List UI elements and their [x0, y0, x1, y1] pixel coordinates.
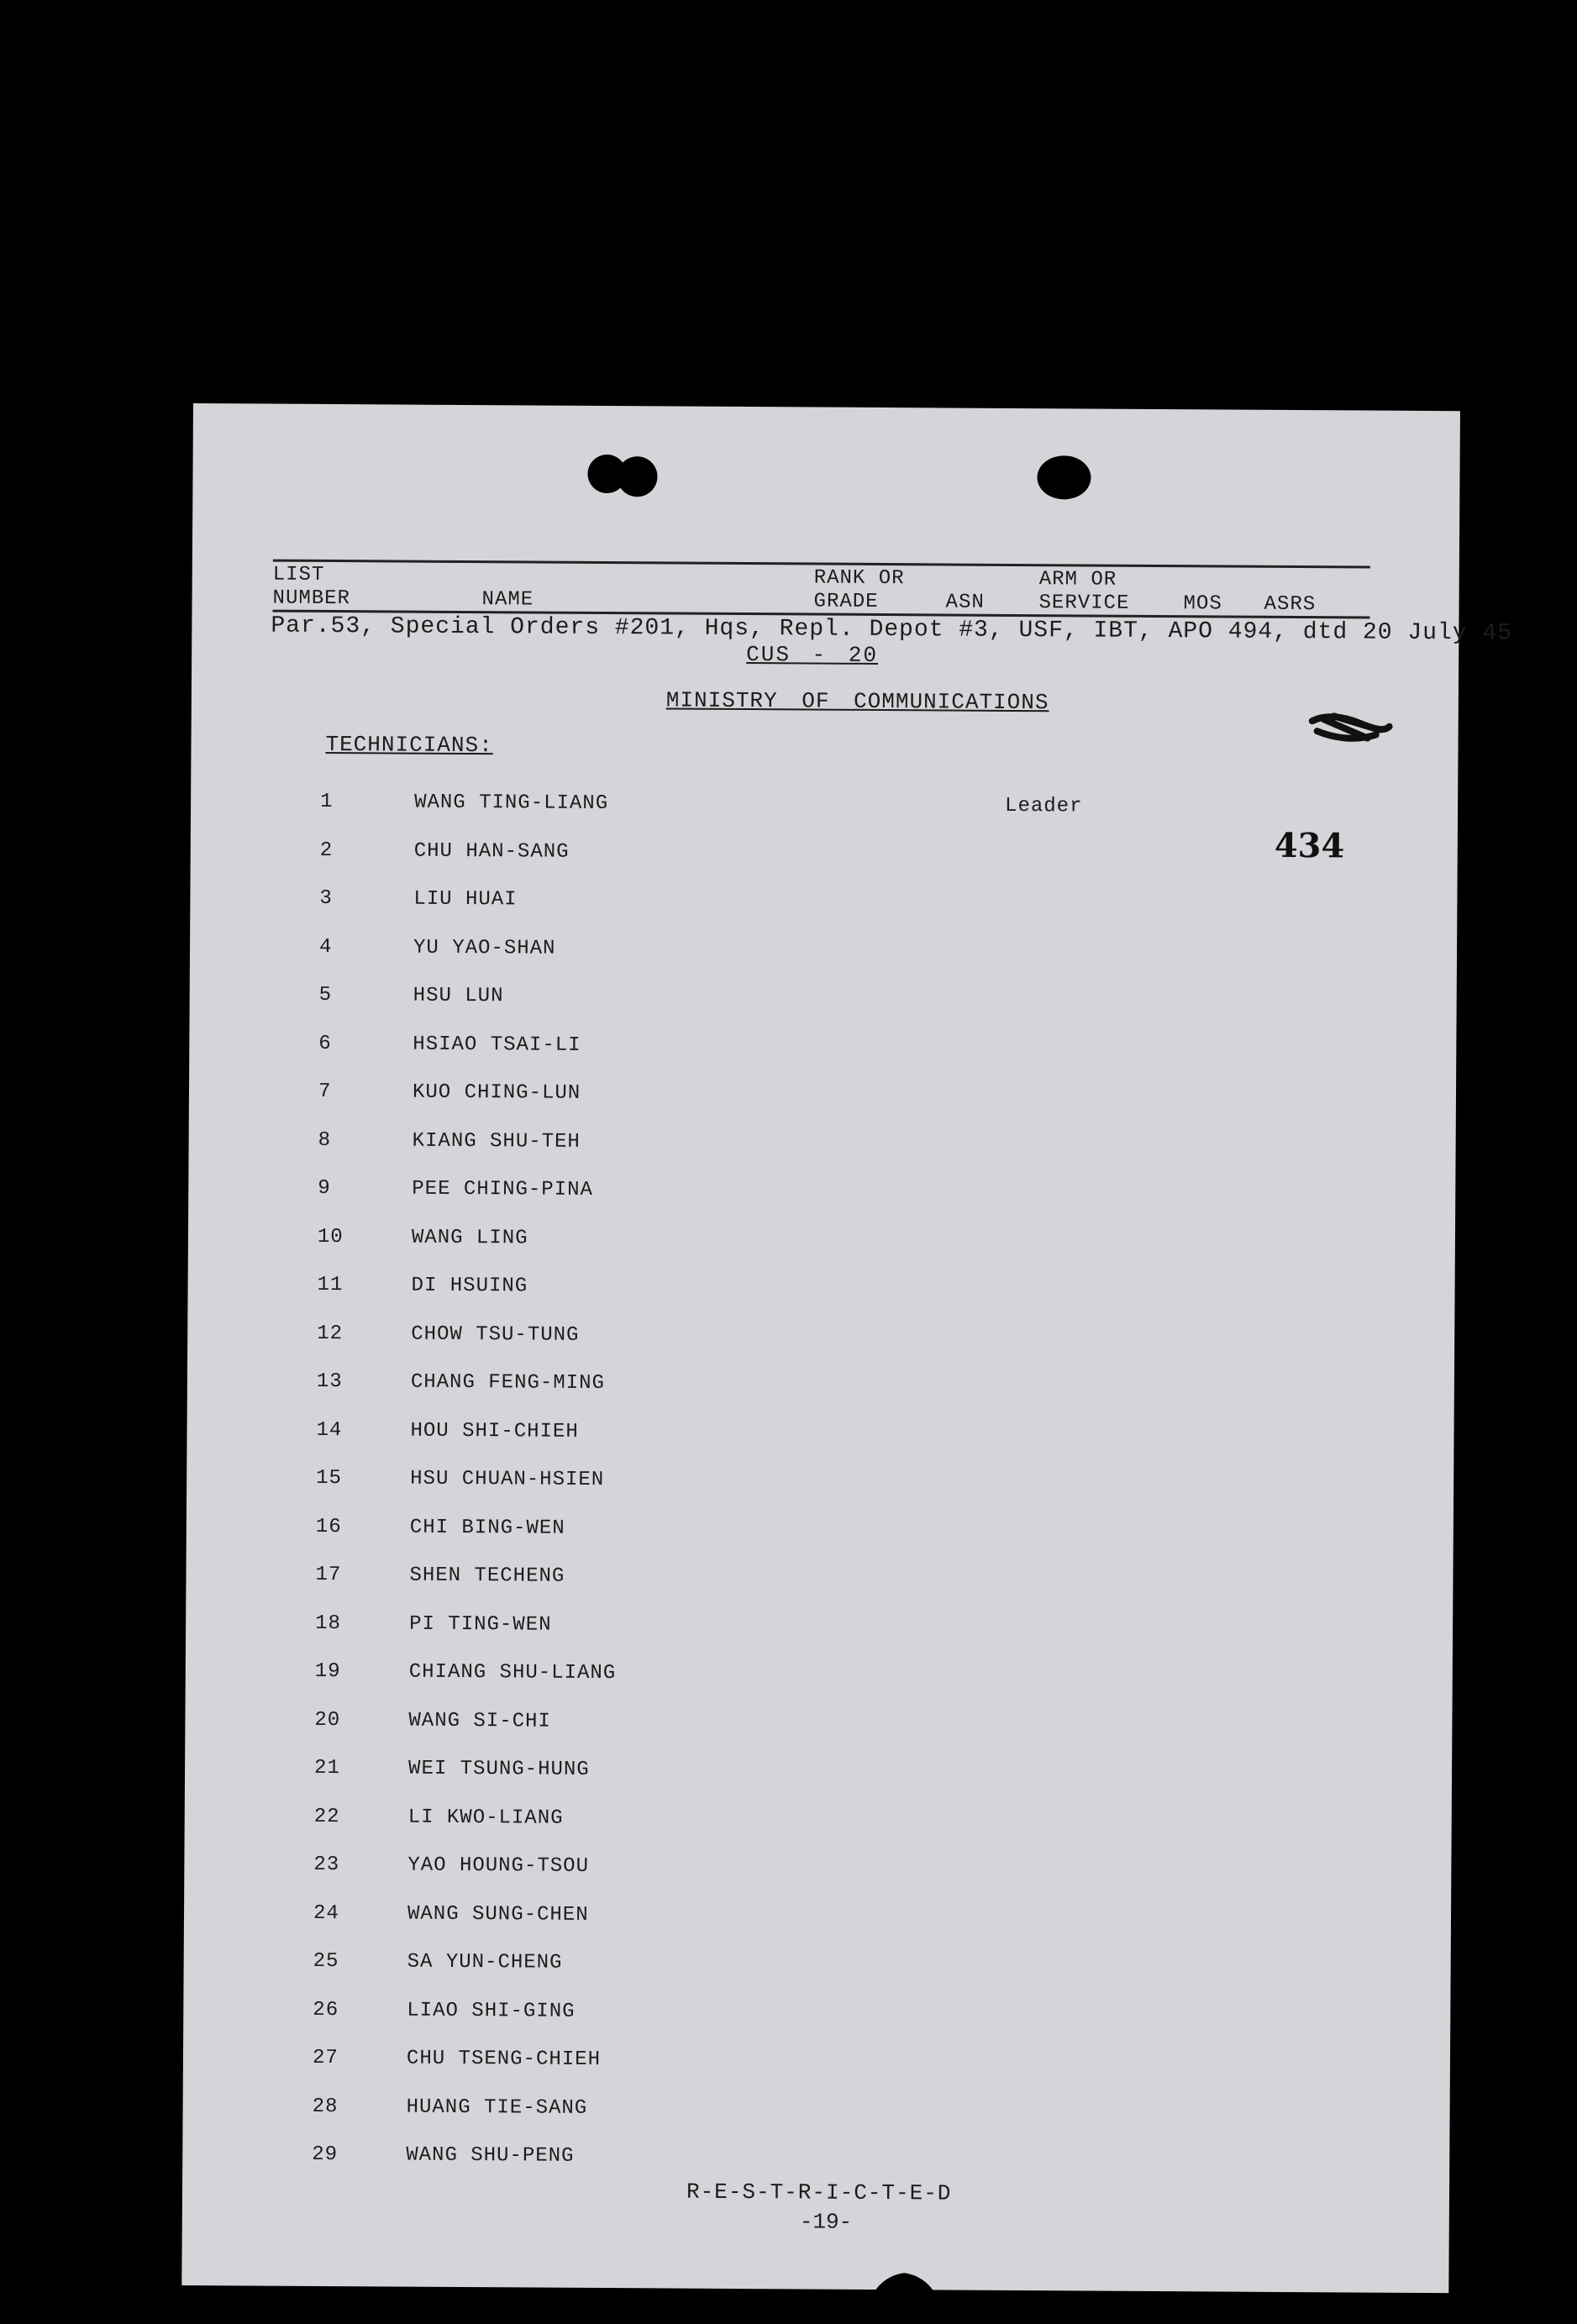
- col-head-asn: ASN: [945, 591, 985, 614]
- torn-notch: [870, 2256, 938, 2298]
- person-name: HOU SHI-CHIEH: [410, 1419, 579, 1443]
- person-name: HUANG TIE-SANG: [406, 2095, 588, 2120]
- list-number: 19: [314, 1659, 341, 1684]
- person-name: LIAO SHI-GING: [407, 1999, 576, 2023]
- list-number: 25: [313, 1949, 339, 1974]
- person-name: HSU LUN: [413, 984, 504, 1008]
- list-number: 18: [315, 1612, 342, 1635]
- person-name: HSU CHUAN-HSIEN: [410, 1467, 605, 1492]
- list-number: 8: [318, 1128, 332, 1152]
- list-number: 1: [320, 790, 334, 814]
- list-number: 17: [315, 1563, 342, 1587]
- person-name: CHIANG SHU-LIANG: [408, 1660, 617, 1685]
- col-head-list-number: [272, 564, 350, 612]
- person-name: CHU HAN-SANG: [413, 839, 570, 864]
- col-head-asrs: ASRS: [1264, 592, 1317, 617]
- col-head-rank: [813, 567, 904, 615]
- list-number: 22: [313, 1805, 340, 1828]
- person-rank: Leader: [1005, 794, 1083, 818]
- list-number: 24: [313, 1901, 339, 1925]
- ink-scribble: [1309, 712, 1393, 745]
- document-page: [181, 403, 1513, 2293]
- person-name: WANG TING-LIANG: [414, 791, 609, 816]
- person-name: WEI TSUNG-HUNG: [407, 1757, 590, 1781]
- col-head-arm-line1: ARM OR: [1038, 568, 1117, 592]
- person-name: KUO CHING-LUN: [412, 1081, 581, 1105]
- list-number: 16: [315, 1515, 342, 1538]
- list-number: 9: [318, 1176, 331, 1201]
- person-name: HSIAO TSAI-LI: [413, 1033, 581, 1057]
- person-name: DI HSUING: [411, 1274, 528, 1298]
- col-head-list-line2: NUMBER: [272, 586, 351, 611]
- person-name: WANG SUNG-CHEN: [407, 1902, 589, 1927]
- restricted-marking: R-E-S-T-R-I-C-T-E-D: [686, 2179, 952, 2206]
- list-number: 23: [313, 1853, 340, 1877]
- list-number: 7: [318, 1080, 332, 1104]
- person-name: SHEN TECHENG: [409, 1564, 565, 1588]
- list-number: 10: [317, 1225, 344, 1249]
- person-name: CHANG FENG-MING: [410, 1370, 606, 1396]
- list-number: 29: [312, 2143, 339, 2167]
- list-number: 26: [313, 1998, 339, 2022]
- list-number: 15: [316, 1466, 343, 1491]
- col-head-name: NAME: [481, 588, 534, 612]
- list-number: 14: [316, 1418, 343, 1442]
- person-name: WANG LING: [411, 1226, 528, 1249]
- punch-hole-left-2: [617, 456, 657, 497]
- orders-reference: Par.53, Special Orders #201, Hqs, Repl. Depot #3, USF, IBT, APO 494, dtd 20 July 45: [271, 613, 1513, 647]
- col-head-arm: [1038, 568, 1129, 616]
- punch-hole-right: [1037, 455, 1091, 499]
- list-number: 2: [319, 839, 334, 862]
- person-name: PEE CHING-PINA: [412, 1177, 594, 1201]
- list-number: 21: [313, 1756, 340, 1780]
- list-number: 27: [312, 2046, 339, 2070]
- list-number: 28: [312, 2095, 339, 2118]
- col-head-rank-line2: GRADE: [813, 590, 879, 613]
- person-name: KIANG SHU-TEH: [412, 1129, 581, 1154]
- list-number: 11: [317, 1273, 344, 1297]
- person-name: WANG SI-CHI: [408, 1709, 551, 1733]
- person-name: CHU TSENG-CHIEH: [406, 2047, 602, 2071]
- person-name: YU YAO-SHAN: [413, 936, 556, 960]
- page-number: -19-: [799, 2209, 853, 2235]
- list-number: 13: [316, 1370, 343, 1394]
- person-name: CHOW TSU-TUNG: [411, 1322, 580, 1347]
- col-head-rank-line1: RANK OR: [813, 566, 905, 591]
- list-number: 4: [318, 935, 333, 959]
- col-head-list-line1: LIST: [272, 563, 325, 586]
- cus-number: CUS - 20: [746, 642, 879, 668]
- list-number: 6: [318, 1032, 332, 1055]
- ministry-heading: MINISTRY OF COMMUNICATIONS: [665, 687, 1049, 716]
- person-name: WANG SHU-PENG: [406, 2143, 575, 2168]
- stamp-number: 434: [1274, 825, 1345, 866]
- section-technicians: TECHNICIANS:: [325, 731, 493, 759]
- person-name: YAO HOUNG-TSOU: [407, 1853, 590, 1878]
- person-name: PI TING-WEN: [409, 1612, 552, 1637]
- list-number: 3: [319, 886, 333, 911]
- list-number: 5: [318, 983, 333, 1007]
- list-number: 20: [314, 1708, 341, 1732]
- person-name: CHI BING-WEN: [409, 1516, 565, 1540]
- person-name: LI KWO-LIANG: [407, 1806, 564, 1830]
- col-head-arm-line2: SERVICE: [1038, 592, 1130, 615]
- person-name: LIU HUAI: [413, 887, 518, 912]
- list-number: 12: [317, 1322, 344, 1345]
- col-head-mos: MOS: [1183, 592, 1222, 616]
- person-name: SA YUN-CHENG: [407, 1950, 563, 1974]
